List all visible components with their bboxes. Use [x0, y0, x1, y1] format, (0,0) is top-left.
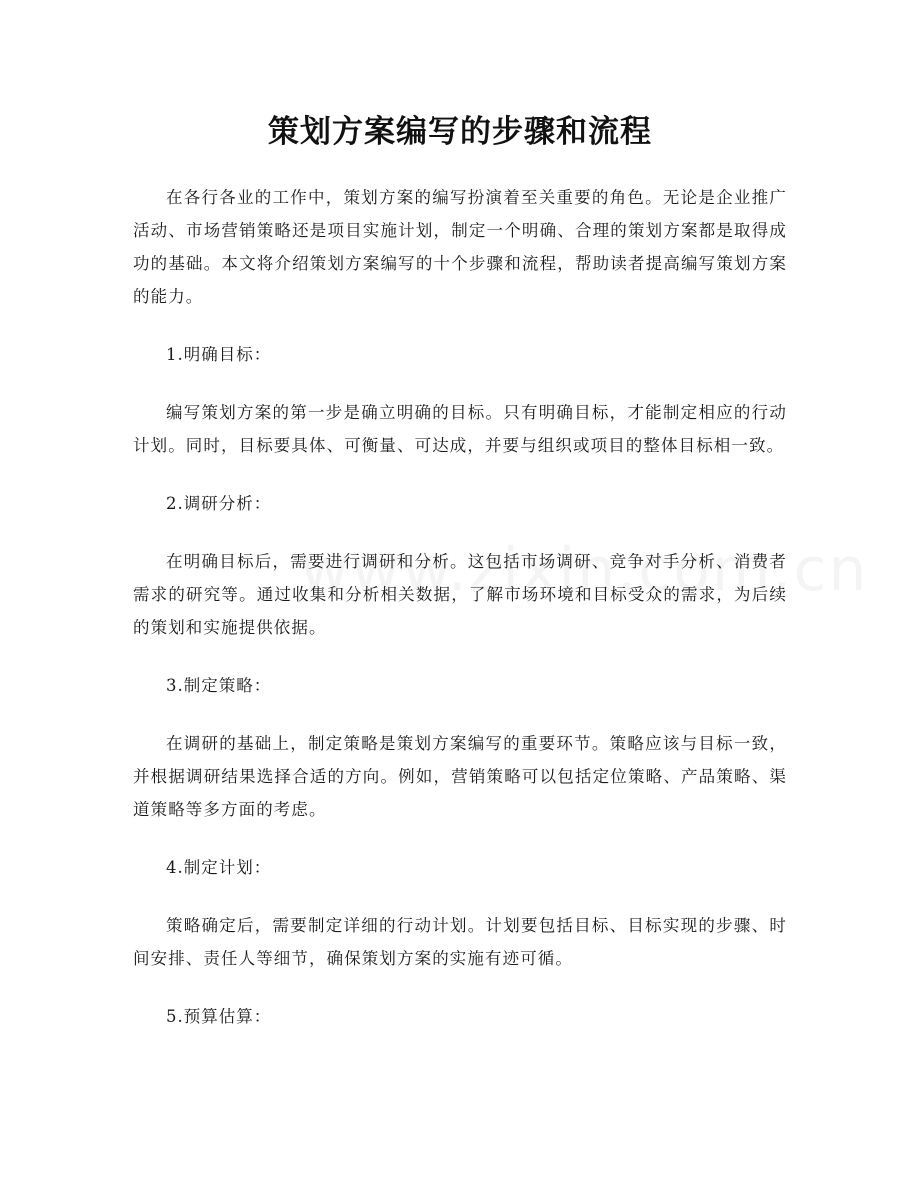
section-body-3: 在调研的基础上，制定策略是策划方案编写的重要环节。策略应该与目标一致，并根据调研结果选择合适的方向。例如，营销策略可以包括定位策略、产品策略、渠道策略等多方面的考虑。: [133, 734, 787, 819]
section-heading-3: 3.制定策略：: [166, 676, 272, 695]
section-heading-5: 5.预算估算：: [166, 1007, 272, 1026]
section-body-4: 策略确定后，需要制定详细的行动计划。计划要包括目标、目标实现的步骤、时间安排、责任人等细节，确保策划方案的实施有迹可循。: [133, 916, 787, 968]
intro-paragraph: 在各行各业的工作中，策划方案的编写扮演着至关重要的角色。无论是企业推广活动、市场营销策略还是项目实施计划，制定一个明确、合理的策划方案都是取得成功的基础。本文将介绍策划方案编写的十个步骤和流程，帮助读者提高编写策划方案的能力。: [133, 188, 787, 306]
section-body-2: 在明确目标后，需要进行调研和分析。这包括市场调研、竞争对手分析、消费者需求的研究等。通过收集和分析相关数据，了解市场环境和目标受众的需求，为后续的策划和实施提供依据。: [133, 552, 787, 637]
page-title: 策划方案编写的步骤和流程: [268, 114, 652, 150]
section-heading-2: 2.调研分析：: [166, 494, 272, 513]
document-body: [133, 181, 787, 1058]
section-body-1: 编写策划方案的第一步是确立明确的目标。只有明确目标，才能制定相应的行动计划。同时，目标要具体、可衡量、可达成，并要与组织或项目的整体目标相一致。: [133, 403, 787, 455]
section-heading-1: 1.明确目标：: [166, 345, 272, 364]
section-heading-4: 4.制定计划：: [166, 858, 272, 877]
